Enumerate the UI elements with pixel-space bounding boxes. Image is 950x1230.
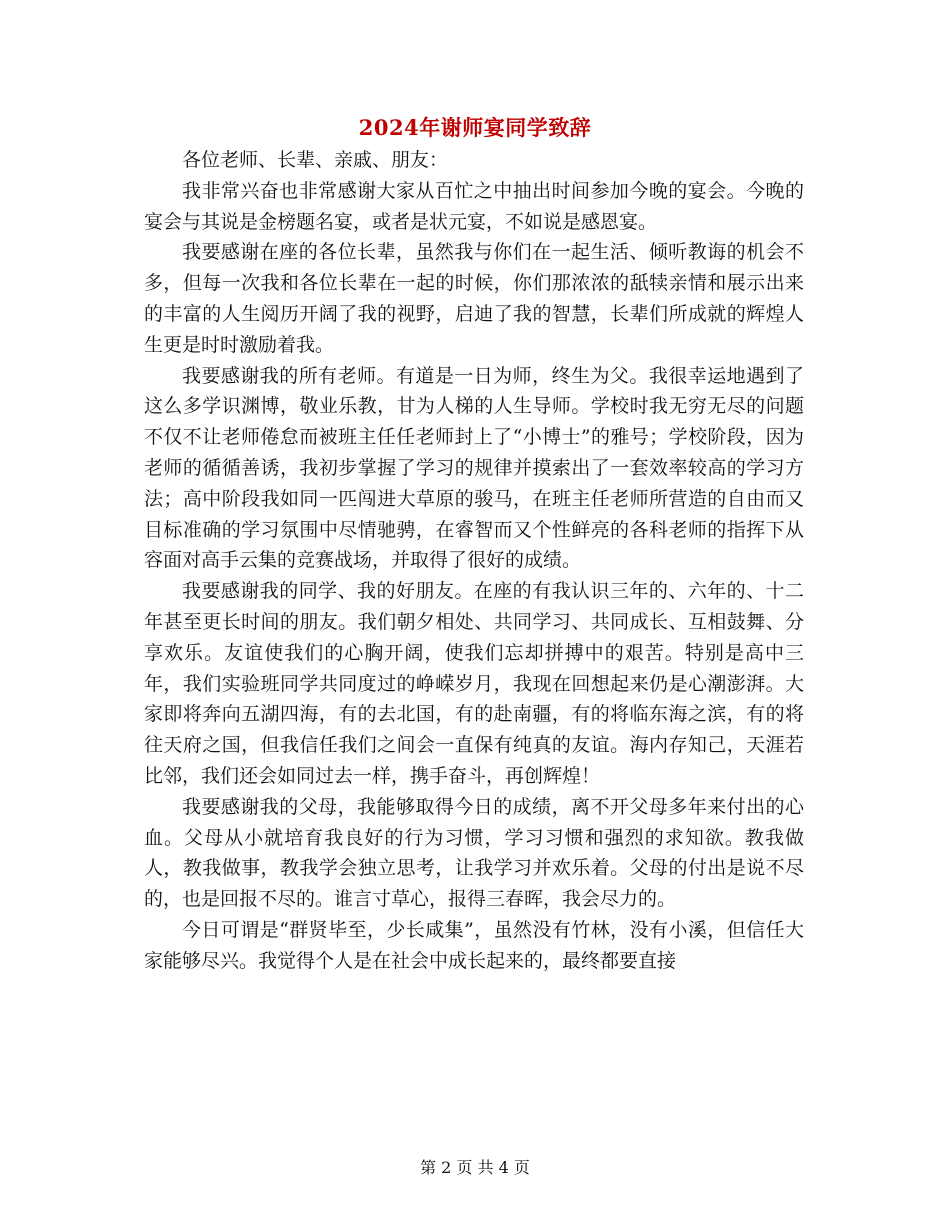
body-paragraph: 我要感谢我的父母，我能够取得今日的成绩，离不开父母多年来付出的心血。父母从小就培育我良好的行为习惯，学习习惯和强烈的求知欲。教我做人，教我做事，教我学会独立思考，让我学习并欢乐着。父母的付出是说不尽的，也是回报不尽的。谁言寸草心，报得三春晖，我会尽力的。 [144, 795, 804, 911]
body-paragraph: 今日可谓是“群贤毕至，少长咸集”，虽然没有竹林，没有小溪，但信任大家能够尽兴。我觉得个人是在社会中成长起来的，最终都要直接 [144, 918, 804, 972]
document-body [144, 145, 804, 977]
page-footer: 第 2 页 共 4 页 [420, 1158, 530, 1177]
salutation-paragraph: 各位老师、长辈、亲戚、朋友： [182, 149, 449, 171]
document-title: 2024年谢师宴同学致辞 [358, 115, 592, 140]
body-paragraph: 我非常兴奋也非常感谢大家从百忙之中抽出时间参加今晚的宴会。今晚的宴会与其说是金榜题名宴，或者是状元宴，不如说是感恩宴。 [144, 179, 804, 233]
body-paragraph: 我要感谢我的所有老师。有道是一日为师，终生为父。我很幸运地遇到了这么多学识渊博，敬业乐教，甘为人梯的人生导师。学校时我无穷无尽的问题不仅不让老师倦怠而被班主任任老师封上了“小博士”的雅号；学校阶段，因为老师的循循善诱，我初步掌握了学习的规律并摸索出了一套效率较高的学习方法；高中阶段我如同一匹闯进大草原的骏马，在班主任老师所营造的自由而又目标准确的学习氛围中尽情驰骋，在睿智而又个性鲜亮的各科老师的指挥下从容面对高手云集的竞赛战场，并取得了很好的成绩。 [144, 364, 804, 572]
body-paragraph: 我要感谢在座的各位长辈，虽然我与你们在一起生活、倾听教诲的机会不多，但每一次我和各位长辈在一起的时候，你们那浓浓的舐犊亲情和展示出来的丰富的人生阅历开阔了我的视野，启迪了我的智慧，长辈们所成就的辉煌人生更是时时激励着我。 [144, 241, 804, 356]
body-paragraph: 我要感谢我的同学、我的好朋友。在座的有我认识三年的、六年的、十二年甚至更长时间的朋友。我们朝夕相处、共同学习、共同成长、互相鼓舞、分享欢乐。友谊使我们的心胸开阔，使我们忘却拼搏中的艰苦。特别是高中三年，我们实验班同学共同度过的峥嵘岁月，我现在回想起来仍是心潮澎湃。大家即将奔向五湖四海，有的去北国，有的赴南疆，有的将临东海之滨，有的将往天府之国，但我信任我们之间会一直保有纯真的友谊。海内存知己，天涯若比邻，我们还会如同过去一样，携手奋斗，再创辉煌！ [144, 580, 804, 787]
